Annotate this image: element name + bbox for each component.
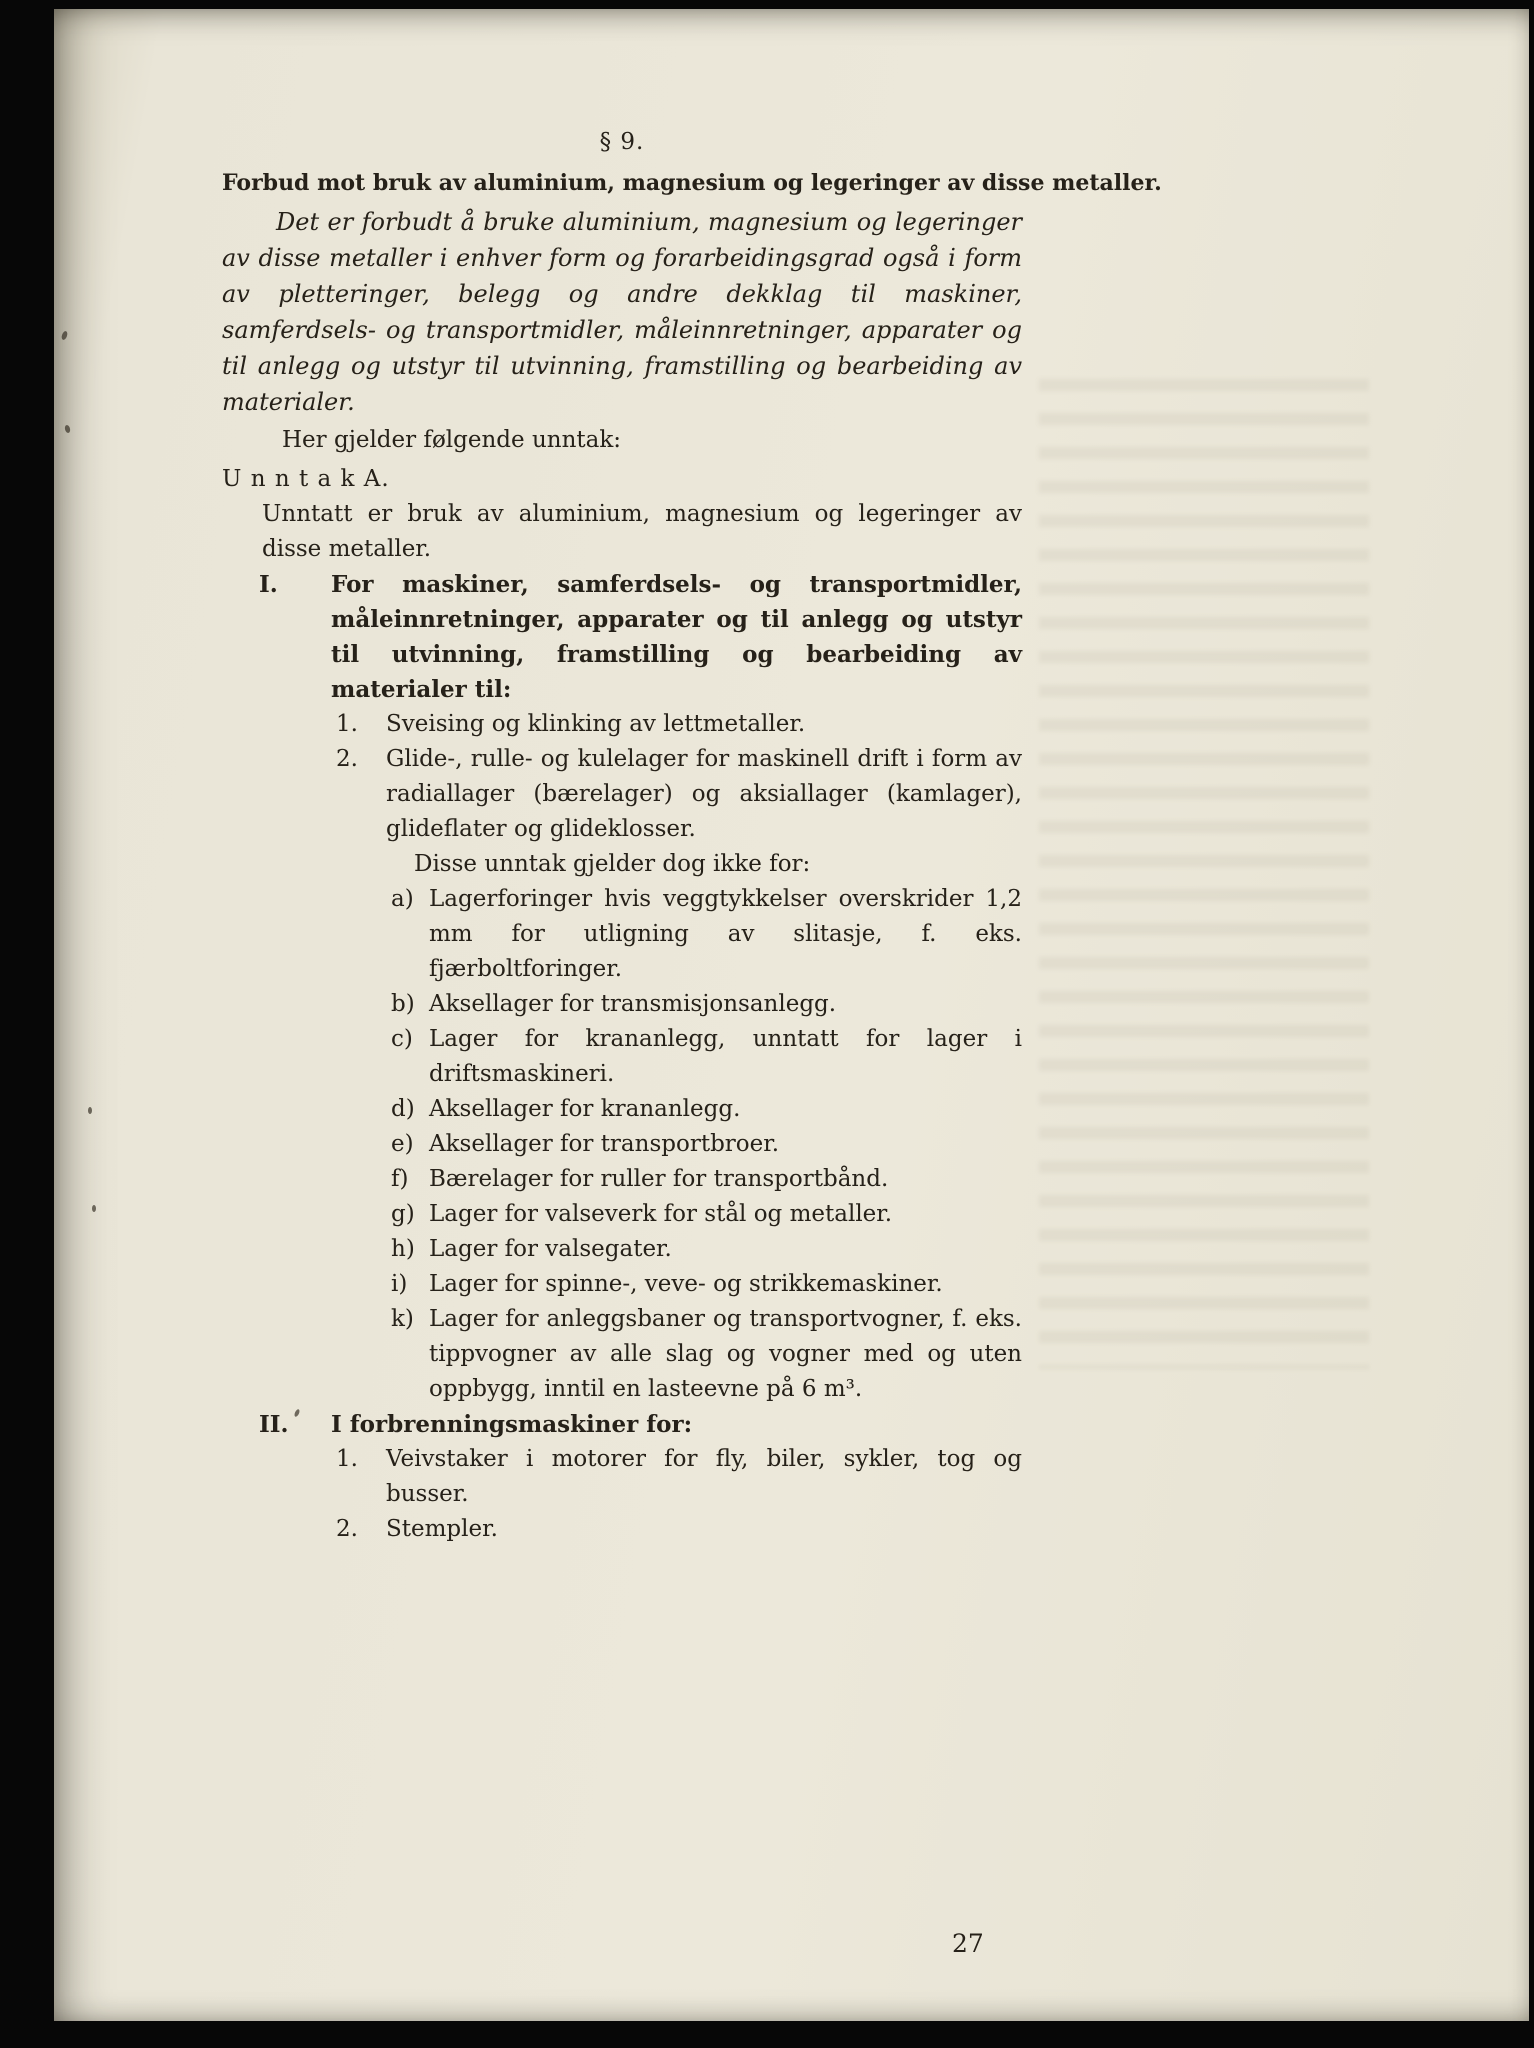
list-text: Lager for valsegater. [429, 1236, 672, 1262]
list-text: Glide-, rulle- og kulelager for maskinell drift i form av radiallager (bærelager) og aksiallager (kamlager), glideflater og glideklosser. [386, 746, 1022, 842]
list-item [222, 742, 1022, 847]
list-item [222, 1162, 1022, 1197]
scan-speck [92, 1205, 96, 1212]
document-page [54, 9, 1529, 2021]
intro-paragraph: Det er forbudt å bruke aluminium, magnesium og legeringer av disse metaller i enhver form og forarbeidingsgrad også i form av pletteringer, belegg og andre dekklag til maskiner, samferdsels- og transportmidler, måleinnretninger, apparater og til anlegg og utstyr til utvinning, framstilling og bearbeiding av materialer. [222, 208, 1022, 416]
list-marker: c) [391, 1026, 413, 1052]
list-item [222, 1442, 1022, 1512]
scan-speck [64, 424, 71, 433]
list-marker: b) [391, 991, 415, 1017]
list-item-section-II [222, 1407, 1022, 1442]
section-number: § 9. [599, 129, 645, 155]
list-text: Aksellager for krananlegg. [429, 1096, 741, 1122]
list-marker: II. [259, 1411, 289, 1438]
list-item [222, 987, 1022, 1022]
list-marker: 1. [336, 711, 358, 737]
list-item [222, 882, 1022, 987]
list-marker: d) [391, 1096, 415, 1122]
list-marker: a) [391, 886, 414, 912]
list-text: Bærelager for ruller for transportbånd. [429, 1166, 889, 1192]
reverse-side-bleedthrough [1039, 379, 1369, 1369]
section-I-heading: For maskiner, samferdsels- og transportmidler, måleinnretninger, apparater og til anlegg og utstyr til utvinning, framstilling og bearbeiding av materialer til: [331, 571, 1022, 703]
list-text: Lager for krananlegg, unntatt for lager i driftsmaskineri. [429, 1026, 1022, 1087]
exception-a-heading: U n n t a k A. [222, 466, 390, 492]
list-text: Lager for spinne-, veve- og strikkemaskiner. [429, 1271, 943, 1297]
exceptions-note: Disse unntak gjelder dog ikke for: [414, 851, 811, 877]
list-text: Lagerforinger hvis veggtykkelser overskrider 1,2 mm for utligning av slitasje, f. eks. fjærboltforinger. [429, 886, 1022, 982]
list-item [222, 1232, 1022, 1267]
list-item [222, 1197, 1022, 1232]
text-column [222, 125, 1162, 1547]
list-marker: h) [391, 1236, 415, 1262]
list-item [222, 1092, 1022, 1127]
list-text: Lager for anleggsbaner og transportvogner, f. eks. tippvogner av alle slag og vogner med og uten oppbygg, inntil en lasteevne på 6 m³. [429, 1306, 1022, 1402]
list-marker: 2. [336, 1516, 358, 1542]
list-marker: 1. [336, 1446, 358, 1472]
section-II-heading: I forbrenningsmaskiner for: [331, 1411, 693, 1438]
list-marker: g) [391, 1201, 415, 1227]
scan-speck [88, 1107, 92, 1114]
scan-speck [61, 330, 69, 340]
list-text: Sveising og klinking av lettmetaller. [386, 711, 806, 737]
list-text: Aksellager for transportbroer. [429, 1131, 780, 1157]
list-marker: k) [391, 1306, 414, 1332]
list-text: Veivstaker i motorer for fly, biler, sykler, tog og busser. [386, 1446, 1022, 1507]
list-item [222, 1302, 1022, 1407]
list-marker: I. [259, 571, 278, 598]
list-marker: 2. [336, 746, 358, 772]
list-item [222, 1022, 1022, 1092]
list-item-section-I [222, 567, 1022, 707]
list-marker: f) [391, 1166, 409, 1192]
exceptions-lead: Her gjelder følgende unntak: [282, 427, 622, 453]
list-text: Lager for valseverk for stål og metaller. [429, 1201, 893, 1227]
list-item [222, 1267, 1022, 1302]
list-text: Stempler. [386, 1516, 498, 1542]
list-item [222, 1512, 1022, 1547]
section-title: Forbud mot bruk av aluminium, magnesium og legeringer av disse metaller. [222, 170, 1162, 196]
list-item [222, 1127, 1022, 1162]
list-marker: i) [391, 1271, 408, 1297]
list-item [222, 707, 1022, 742]
list-text: Aksellager for transmisjonsanlegg. [429, 991, 837, 1017]
list-marker: e) [391, 1131, 414, 1157]
page-number: 27 [952, 1929, 984, 1958]
exception-a-text: Unntatt er bruk av aluminium, magnesium og legeringer av disse metaller. [262, 501, 1022, 562]
